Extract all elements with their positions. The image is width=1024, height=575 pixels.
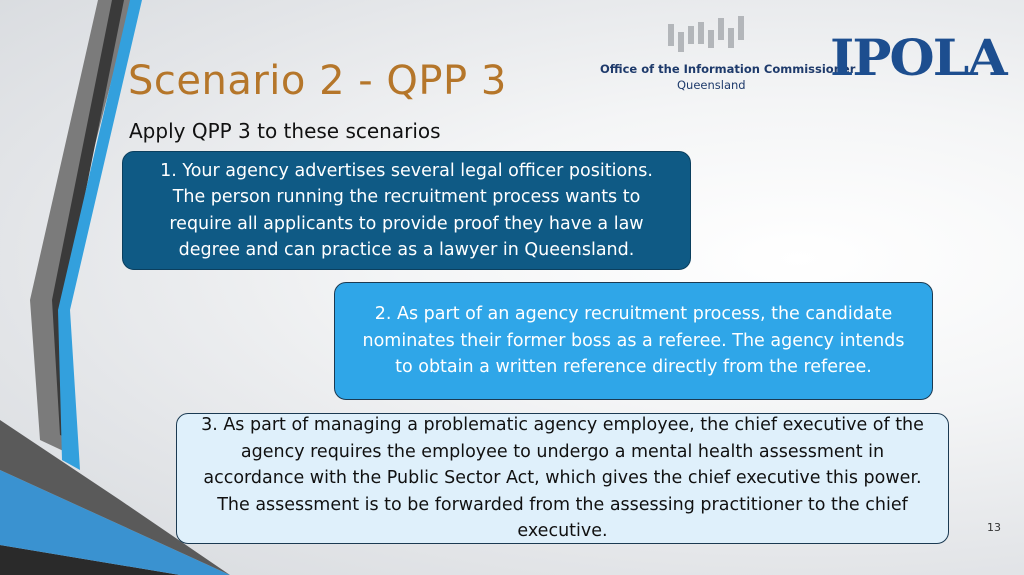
scenario-text-2: 2. As part of an agency recruitment process, the candidate nominates their former boss as a referee. The agency intends to obtain a written reference directly from the referee. (362, 304, 905, 378)
scenario-text-3: 3. As part of managing a problematic agency employee, the chief executive of the agency requires the employee to undergo a mental health assessment in accordance with the Public Sector Act, which gives the chief executive this power. The assessment is to be forwarded from the assessing practitioner to the chief executive. (201, 415, 924, 542)
slide-subtitle: Apply QPP 3 to these scenarios (129, 119, 441, 143)
oic-name: Office of the Information Commissioner (600, 62, 856, 76)
ipola-logo: IPOLA (830, 29, 1006, 88)
scenario-box-3 (176, 413, 949, 544)
slide-title: Scenario 2 - QPP 3 (128, 58, 507, 104)
scenario-box-1 (122, 151, 691, 270)
scenario-text-1: 1. Your agency advertises several legal officer positions. The person running the recruitment process wants to require all applicants to provide proof they have a law degree and can practice as a lawyer in Queensland. (160, 160, 653, 260)
oic-state: Queensland (677, 78, 746, 92)
page-number: 13 (987, 521, 1001, 534)
scenario-box-2 (334, 282, 933, 400)
